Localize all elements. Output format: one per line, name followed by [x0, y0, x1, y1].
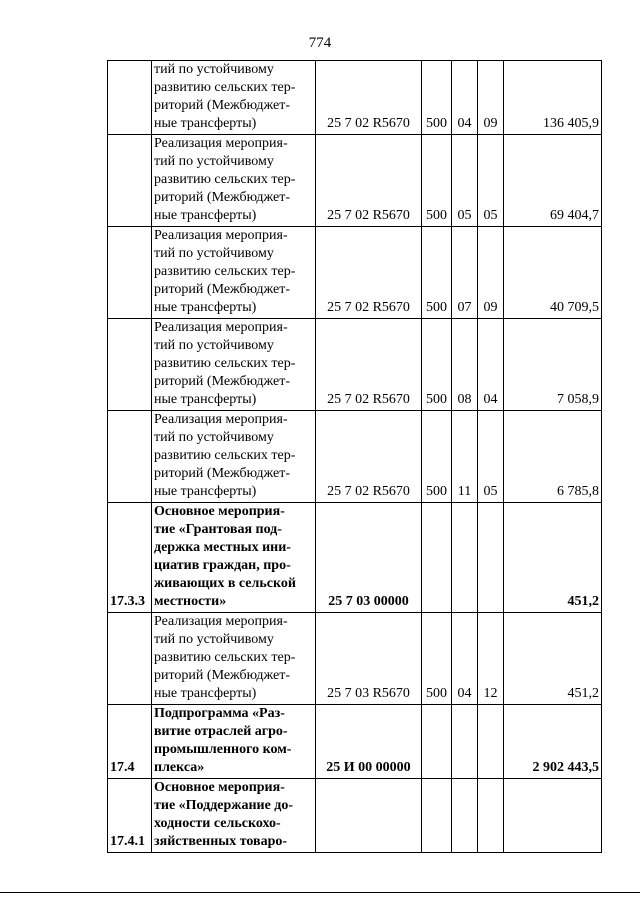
row-number: 17.4: [108, 705, 152, 779]
row-name-line: Реализация мероприя-: [154, 228, 288, 243]
row-number: [108, 319, 152, 411]
row-name-line: тий по устойчивому: [154, 430, 274, 445]
row-name-line: живающих в сельской: [154, 576, 296, 591]
expense-type-code: 500: [422, 319, 452, 411]
row-name-line: риторий (Межбюджет-: [154, 466, 291, 481]
target-article-code: 25 7 02 R5670: [316, 227, 422, 319]
section-code: 11: [452, 411, 478, 503]
row-number: [108, 613, 152, 705]
row-name-line: развитию сельских тер-: [154, 80, 296, 95]
row-number: [108, 411, 152, 503]
target-article-code: 25 7 02 R5670: [316, 135, 422, 227]
row-name-line: развитию сельских тер-: [154, 448, 296, 463]
row-name: [152, 613, 316, 705]
row-name-line: Реализация мероприя-: [154, 412, 288, 427]
subsection-code: [478, 705, 504, 779]
expense-type-code: 500: [422, 411, 452, 503]
row-name: [152, 61, 316, 135]
expense-type-code: 500: [422, 613, 452, 705]
amount-value: 40 709,5: [504, 227, 602, 319]
section-code: 07: [452, 227, 478, 319]
subsection-code: 05: [478, 135, 504, 227]
row-number: 17.4.1: [108, 779, 152, 853]
amount-value: 451,2: [504, 613, 602, 705]
row-name: [152, 319, 316, 411]
subsection-code: [478, 779, 504, 853]
target-article-code: 25 И 00 00000: [316, 705, 422, 779]
row-name: [152, 705, 316, 779]
row-name-line: развитию сельских тер-: [154, 264, 296, 279]
section-code: 04: [452, 61, 478, 135]
expense-type-code: 500: [422, 61, 452, 135]
row-name-line: тий по устойчивому: [154, 338, 274, 353]
row-name-line: Основное мероприя-: [154, 780, 285, 795]
row-name-line: Подпрограмма «Раз-: [154, 706, 285, 721]
row-name: [152, 135, 316, 227]
row-name: [152, 503, 316, 613]
budget-table: [107, 60, 602, 853]
row-name-line: тие «Грантовая под-: [154, 522, 282, 537]
target-article-code: 25 7 03 R5670: [316, 613, 422, 705]
row-name-line: тий по устойчивому: [154, 246, 274, 261]
row-name-line: риторий (Межбюджет-: [154, 668, 291, 683]
row-name-line: ные трансферты): [154, 300, 257, 315]
table-row: [108, 503, 602, 613]
subsection-code: [478, 503, 504, 613]
row-name: [152, 227, 316, 319]
row-name-line: Реализация мероприя-: [154, 320, 288, 335]
table-body: [108, 61, 602, 853]
subsection-code: 05: [478, 411, 504, 503]
subsection-code: 04: [478, 319, 504, 411]
subsection-code: 12: [478, 613, 504, 705]
amount-value: 136 405,9: [504, 61, 602, 135]
row-name-line: ходности сельскохо-: [154, 816, 281, 831]
row-number: 17.3.3: [108, 503, 152, 613]
table-row: [108, 411, 602, 503]
target-article-code: [316, 779, 422, 853]
row-name-line: витие отраслей агро-: [154, 724, 288, 739]
amount-value: [504, 779, 602, 853]
expense-type-code: [422, 705, 452, 779]
row-name-line: тие «Поддержание до-: [154, 798, 294, 813]
row-name-line: тий по устойчивому: [154, 154, 274, 169]
section-code: [452, 503, 478, 613]
row-name-line: циатив граждан, про-: [154, 558, 291, 573]
bottom-rule: [0, 892, 640, 893]
amount-value: 451,2: [504, 503, 602, 613]
amount-value: 7 058,9: [504, 319, 602, 411]
row-name-line: ные трансферты): [154, 686, 257, 701]
row-name-line: развитию сельских тер-: [154, 356, 296, 371]
amount-value: 2 902 443,5: [504, 705, 602, 779]
expense-type-code: [422, 503, 452, 613]
amount-value: 6 785,8: [504, 411, 602, 503]
row-name: [152, 411, 316, 503]
section-code: 08: [452, 319, 478, 411]
table-row: [108, 705, 602, 779]
row-name-line: Основное мероприя-: [154, 504, 285, 519]
section-code: [452, 705, 478, 779]
table-row: [108, 613, 602, 705]
section-code: 04: [452, 613, 478, 705]
row-name-line: риторий (Межбюджет-: [154, 190, 291, 205]
row-name-line: местности»: [154, 594, 227, 609]
row-name-line: риторий (Межбюджет-: [154, 98, 291, 113]
table-row: [108, 61, 602, 135]
table-row: [108, 779, 602, 853]
subsection-code: 09: [478, 227, 504, 319]
row-name-line: развитию сельских тер-: [154, 172, 296, 187]
expense-type-code: 500: [422, 135, 452, 227]
row-name-line: тий по устойчивому: [154, 632, 274, 647]
row-name-line: риторий (Межбюджет-: [154, 374, 291, 389]
row-name-line: ные трансферты): [154, 392, 257, 407]
row-name-line: развитию сельских тер-: [154, 650, 296, 665]
row-name-line: плекса»: [154, 760, 205, 775]
row-number: [108, 227, 152, 319]
table-row: [108, 319, 602, 411]
subsection-code: 09: [478, 61, 504, 135]
row-name-line: риторий (Межбюджет-: [154, 282, 291, 297]
row-name-line: зяйственных товаро-: [154, 834, 288, 849]
row-name-line: ные трансферты): [154, 208, 257, 223]
section-code: [452, 779, 478, 853]
row-name-line: ные трансферты): [154, 484, 257, 499]
target-article-code: 25 7 02 R5670: [316, 411, 422, 503]
target-article-code: 25 7 02 R5670: [316, 61, 422, 135]
row-number: [108, 61, 152, 135]
row-name-line: ные трансферты): [154, 116, 257, 131]
row-name-line: промышленного ком-: [154, 742, 292, 757]
target-article-code: 25 7 03 00000: [316, 503, 422, 613]
row-name-line: Реализация мероприя-: [154, 614, 288, 629]
table-row: [108, 135, 602, 227]
page-number: 774: [308, 35, 332, 51]
row-name-line: тий по устойчивому: [154, 62, 274, 77]
row-name: [152, 779, 316, 853]
table-row: [108, 227, 602, 319]
section-code: 05: [452, 135, 478, 227]
row-name-line: Реализация мероприя-: [154, 136, 288, 151]
row-name-line: держка местных ини-: [154, 540, 291, 555]
target-article-code: 25 7 02 R5670: [316, 319, 422, 411]
expense-type-code: 500: [422, 227, 452, 319]
expense-type-code: [422, 779, 452, 853]
row-number: [108, 135, 152, 227]
amount-value: 69 404,7: [504, 135, 602, 227]
